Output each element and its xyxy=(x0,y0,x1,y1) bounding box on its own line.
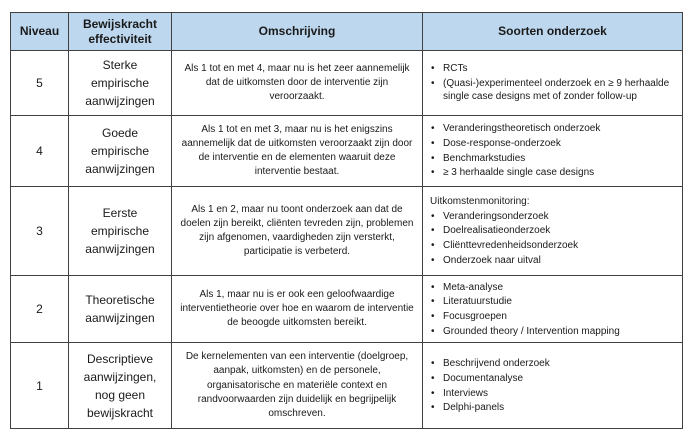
header-row xyxy=(11,13,683,51)
omschrijving-cell: Als 1 tot en met 3, maar nu is het enigszins aannemelijk dat de uitkomsten veroorzaakt zijn door de interventie en de elementen waaruit deze interventie bestaat. xyxy=(172,116,423,187)
soorten-item: • Grounded theory / Intervention mapping xyxy=(430,325,676,338)
header-omschrijving: Omschrijving xyxy=(172,13,423,51)
niveau-cell: 5 xyxy=(11,51,69,116)
soorten-cell xyxy=(423,343,683,429)
evidence-levels-table xyxy=(10,12,683,429)
soorten-item: • (Quasi-)experimenteel onderzoek en ≥ 9 herhaalde single case designs met of zonder follow-up xyxy=(430,77,676,103)
bewijskracht-cell: Sterke empirische aanwijzingen xyxy=(69,51,172,116)
table-body xyxy=(11,51,683,429)
omschrijving-cell: Als 1 tot en met 4, maar nu is het zeer aannemelijk dat de uitkomsten door de interventie zijn veroorzaakt. xyxy=(172,51,423,116)
niveau-cell: 4 xyxy=(11,116,69,187)
bewijskracht-cell: Descriptieve aanwijzingen, nog geen bewijskracht xyxy=(69,343,172,429)
omschrijving-cell: De kernelementen van een interventie (doelgroep, aanpak, uitkomsten) en de personele, organisatorische en materiële context en randvoorwaarden zijn duidelijk en begrijpelijk omschreven. xyxy=(172,343,423,429)
soorten-intro-label: Uitkomstenmonitoring: xyxy=(430,196,530,208)
soorten-cell xyxy=(423,187,683,276)
omschrijving-cell: Als 1 en 2, maar nu toont onderzoek aan dat de doelen zijn bereikt, cliënten tevreden zijn, problemen zijn afgenomen, vaardigheden zijn versterkt, participatie is verbeterd. xyxy=(172,187,423,276)
omschrijving-cell: Als 1, maar nu is er ook een geloofwaardige interventietheorie over hoe en waarom de interventie de beoogde uitkomsten bereikt. xyxy=(172,276,423,343)
soorten-item: • Literatuurstudie xyxy=(430,295,676,308)
soorten-item: • Veranderingsonderzoek xyxy=(430,210,676,223)
header-niveau: Niveau xyxy=(11,13,69,51)
table-row xyxy=(11,276,683,343)
bewijskracht-cell: Theoretische aanwijzingen xyxy=(69,276,172,343)
niveau-cell: 3 xyxy=(11,187,69,276)
soorten-cell xyxy=(423,276,683,343)
soorten-item: • ≥ 3 herhaalde single case designs xyxy=(430,166,676,179)
table-row xyxy=(11,51,683,116)
soorten-item: • Meta-analyse xyxy=(430,281,676,294)
soorten-item: • Dose-response-onderzoek xyxy=(430,137,676,150)
soorten-cell xyxy=(423,51,683,116)
soorten-item: • Beschrijvend onderzoek xyxy=(430,357,676,370)
soorten-list xyxy=(430,62,676,103)
header-soorten-onderzoek: Soorten onderzoek xyxy=(423,13,683,51)
soorten-item: • Benchmarkstudies xyxy=(430,152,676,165)
table-row xyxy=(11,187,683,276)
niveau-cell: 2 xyxy=(11,276,69,343)
soorten-list xyxy=(430,122,676,179)
table-row xyxy=(11,116,683,187)
soorten-list xyxy=(430,281,676,338)
soorten-cell xyxy=(423,116,683,187)
soorten-item: • Focusgroepen xyxy=(430,310,676,323)
soorten-item: • Documentanalyse xyxy=(430,372,676,385)
soorten-item: • Interviews xyxy=(430,387,676,400)
soorten-item: • Veranderingstheoretisch onderzoek xyxy=(430,122,676,135)
soorten-item: • Delphi-panels xyxy=(430,401,676,414)
soorten-list xyxy=(430,357,676,414)
soorten-item: • RCTs xyxy=(430,62,676,75)
soorten-item: • Onderzoek naar uitval xyxy=(430,254,676,267)
bewijskracht-cell: Eerste empirische aanwijzingen xyxy=(69,187,172,276)
table-row xyxy=(11,343,683,429)
niveau-cell: 1 xyxy=(11,343,69,429)
bewijskracht-cell: Goede empirische aanwijzingen xyxy=(69,116,172,187)
soorten-item: • Doelrealisatieonderzoek xyxy=(430,224,676,237)
table-header xyxy=(11,13,683,51)
soorten-list xyxy=(430,210,676,267)
header-bewijskracht: Bewijskracht effectiviteit xyxy=(69,13,172,51)
soorten-item: • Cliënttevredenheidsonderzoek xyxy=(430,239,676,252)
